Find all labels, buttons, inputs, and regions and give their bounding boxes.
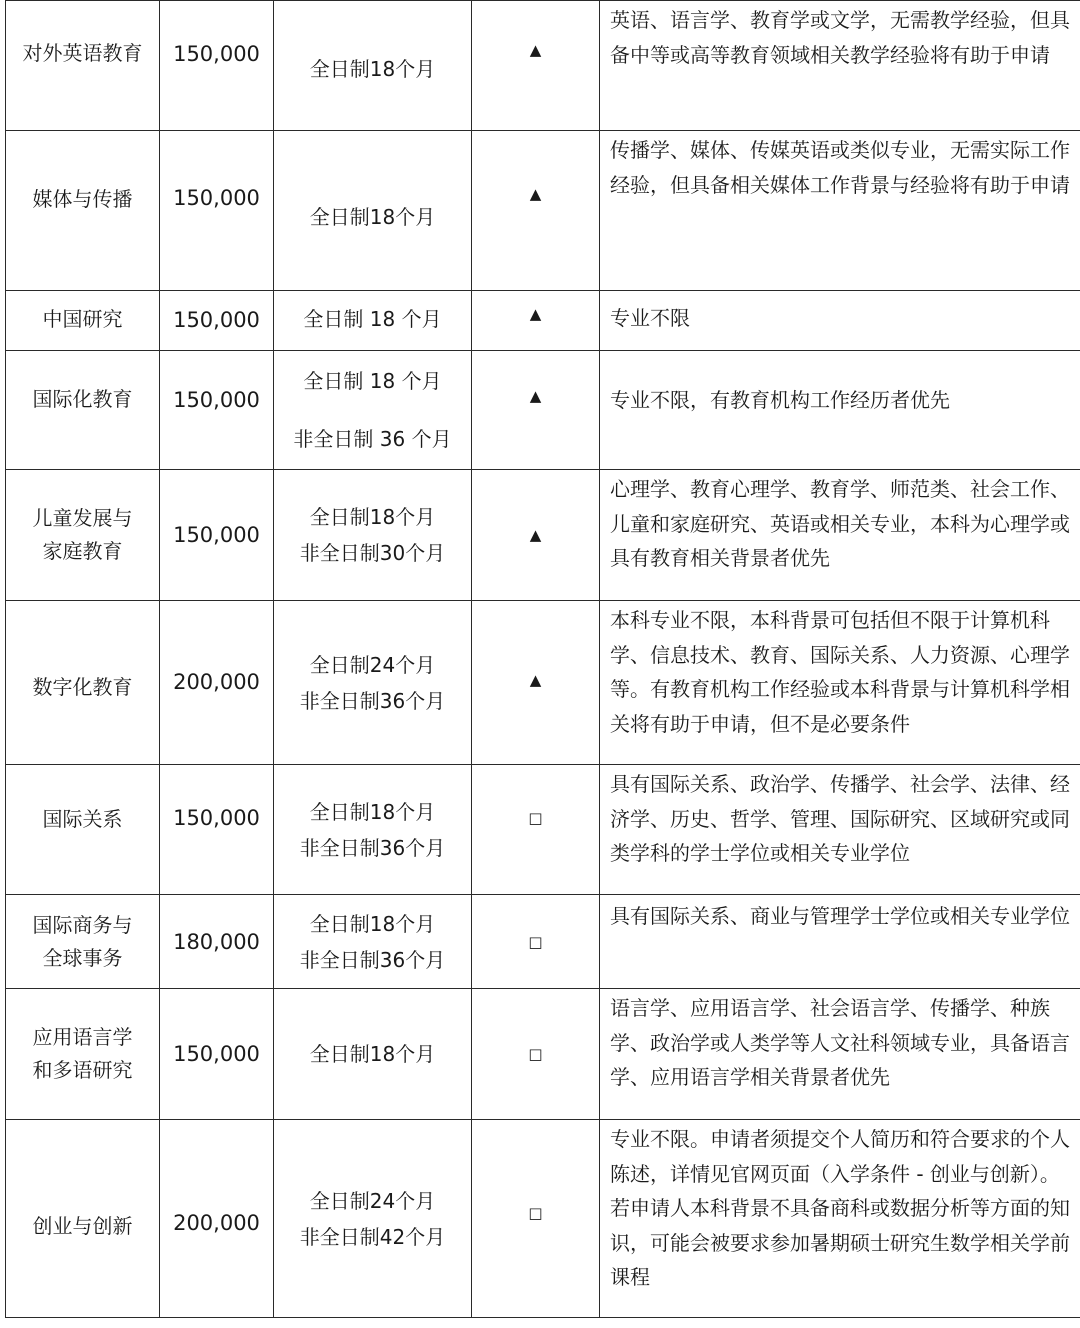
duration-line: 全日制 18 个月 — [303, 307, 442, 331]
duration-line: 全日制18个月 — [309, 1042, 436, 1066]
table-row — [6, 470, 1080, 601]
table-row — [6, 989, 1080, 1120]
table-body — [6, 1, 1080, 1318]
triangle-icon: ▲ — [529, 526, 542, 544]
duration-line: 全日制18个月 — [309, 505, 436, 529]
duration-cell — [274, 601, 472, 765]
admission-requirement — [600, 351, 1080, 470]
tuition-fee: 150,000 — [160, 989, 274, 1120]
program-name-cell — [6, 291, 160, 351]
duration-line: 非全日制36个月 — [299, 947, 446, 972]
duration-cell — [274, 470, 472, 601]
triangle-icon: ▲ — [529, 305, 542, 323]
admission-requirement — [600, 1, 1080, 131]
tuition-fee: 200,000 — [160, 601, 274, 765]
admission-requirement — [600, 765, 1080, 895]
program-mark — [472, 1, 600, 131]
duration-line: 全日制 18 个月 — [303, 369, 442, 393]
program-name-line: 对外英语教育 — [22, 41, 143, 65]
table-row — [6, 351, 1080, 470]
program-name-line: 国际化教育 — [32, 387, 133, 411]
tuition-fee: 150,000 — [160, 131, 274, 291]
duration-line: 全日制18个月 — [309, 911, 436, 936]
duration-cell — [274, 765, 472, 895]
admission-requirement — [600, 601, 1080, 765]
duration-cell — [274, 291, 472, 351]
requirement-text: 专业不限，有教育机构工作经历者优先 — [610, 388, 950, 412]
duration-line: 全日制18个月 — [309, 205, 436, 229]
requirement-text: 语言学、应用语言学、社会语言学、传播学、种族学、政治学或人类学等人文社科领域专业，具备语言学、应用语言学相关背景者优先 — [610, 996, 1070, 1089]
program-mark — [472, 601, 600, 765]
tuition-fee: 150,000 — [160, 1, 274, 131]
square-icon: □ — [528, 932, 543, 951]
admission-requirement — [600, 470, 1080, 601]
program-table — [5, 0, 1080, 1318]
duration-cell — [274, 989, 472, 1120]
triangle-icon: ▲ — [529, 41, 542, 59]
program-name-line: 和多语研究 — [32, 1058, 133, 1082]
admission-requirement — [600, 989, 1080, 1120]
program-name-cell — [6, 470, 160, 601]
program-name-line: 国际关系 — [42, 807, 123, 831]
duration-line: 非全日制 36 个月 — [293, 427, 452, 451]
program-name-line: 创业与创新 — [32, 1214, 133, 1238]
duration-cell — [274, 1, 472, 131]
table-row — [6, 895, 1080, 989]
program-name-cell — [6, 601, 160, 765]
program-mark — [472, 989, 600, 1120]
tuition-fee: 150,000 — [160, 765, 274, 895]
requirement-text: 本科专业不限，本科背景可包括但不限于计算机科学、信息技术、教育、国际关系、人力资源、心理学等。有教育机构工作经验或本科背景与计算机科学相关将有助于申请，但不是必要条件 — [610, 608, 1070, 736]
duration-line: 非全日制36个月 — [299, 688, 446, 713]
admission-requirement — [600, 1120, 1080, 1318]
duration-cell — [274, 1120, 472, 1318]
tuition-fee: 150,000 — [160, 470, 274, 601]
program-mark — [472, 765, 600, 895]
duration-line: 全日制18个月 — [309, 799, 436, 824]
tuition-fee: 150,000 — [160, 351, 274, 470]
admission-requirement — [600, 895, 1080, 989]
program-name-line: 全球事务 — [42, 945, 123, 970]
duration-cell — [274, 131, 472, 291]
duration-line: 全日制18个月 — [309, 57, 436, 81]
program-name-line: 媒体与传播 — [32, 187, 133, 211]
program-name-cell — [6, 351, 160, 470]
requirement-text: 具有国际关系、政治学、传播学、社会学、法律、经济学、历史、哲学、管理、国际研究、区域研究或同类学科的学士学位或相关专业学位 — [610, 772, 1070, 865]
program-name-line: 应用语言学 — [32, 1025, 133, 1049]
program-mark — [472, 470, 600, 601]
program-name-line: 国际商务与 — [32, 912, 133, 937]
duration-cell — [274, 895, 472, 989]
program-name-cell — [6, 989, 160, 1120]
duration-line: 全日制24个月 — [309, 1188, 436, 1213]
requirement-text: 传播学、媒体、传媒英语或类似专业，无需实际工作经验，但具备相关媒体工作背景与经验将有助于申请 — [610, 138, 1070, 197]
admission-requirement — [600, 131, 1080, 291]
table-row — [6, 1120, 1080, 1318]
requirement-text: 专业不限 — [610, 306, 690, 330]
program-mark — [472, 131, 600, 291]
program-name-line: 儿童发展与 — [32, 506, 133, 530]
table-row — [6, 601, 1080, 765]
requirement-text: 心理学、教育心理学、教育学、师范类、社会工作、儿童和家庭研究、英语或相关专业，本科为心理学或具有教育相关背景者优先 — [610, 477, 1070, 570]
table-row — [6, 131, 1080, 291]
program-name-cell — [6, 765, 160, 895]
requirement-text: 专业不限。申请者须提交个人简历和符合要求的个人陈述，详情见官网页面（入学条件 - 创业与创新）。若申请人本科背景不具备商科或数据分析等方面的知识，可能会被要求参加暑期硕士研究生数学相关学前课程 — [610, 1127, 1070, 1289]
duration-cell — [274, 351, 472, 470]
square-icon: □ — [528, 1045, 543, 1063]
program-mark — [472, 351, 600, 470]
duration-line: 非全日制30个月 — [299, 541, 446, 565]
program-mark — [472, 895, 600, 989]
program-name-cell — [6, 1, 160, 131]
admission-requirement — [600, 291, 1080, 351]
program-name-line: 中国研究 — [42, 307, 123, 331]
table-row — [6, 1, 1080, 131]
triangle-icon: ▲ — [529, 387, 542, 405]
program-name-cell — [6, 131, 160, 291]
program-name-cell — [6, 895, 160, 989]
tuition-fee: 180,000 — [160, 895, 274, 989]
triangle-icon: ▲ — [529, 185, 542, 203]
tuition-fee: 150,000 — [160, 291, 274, 351]
square-icon: □ — [528, 809, 543, 827]
duration-line: 非全日制42个月 — [299, 1224, 446, 1249]
program-name-line: 数字化教育 — [32, 675, 133, 699]
requirement-text: 英语、语言学、教育学或文学，无需教学经验，但具备中等或高等教育领域相关教学经验将有助于申请 — [610, 8, 1070, 67]
program-mark — [472, 1120, 600, 1318]
program-name-cell — [6, 1120, 160, 1318]
table-row — [6, 765, 1080, 895]
tuition-fee: 200,000 — [160, 1120, 274, 1318]
program-name-line: 家庭教育 — [42, 539, 123, 563]
square-icon: □ — [528, 1204, 543, 1222]
duration-line: 非全日制36个月 — [299, 835, 446, 860]
triangle-icon: ▲ — [529, 671, 542, 689]
table-row — [6, 291, 1080, 351]
duration-line: 全日制24个月 — [309, 652, 436, 677]
requirement-text: 具有国际关系、商业与管理学士学位或相关专业学位 — [610, 904, 1070, 928]
program-mark — [472, 291, 600, 351]
